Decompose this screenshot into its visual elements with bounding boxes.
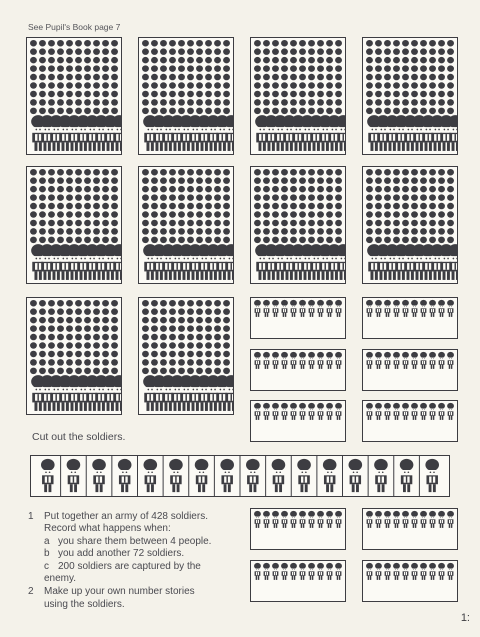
hundred-soldiers-card	[250, 37, 346, 155]
task-line: Record what happens when:	[44, 523, 171, 535]
hundred-soldiers-card	[362, 37, 458, 155]
page-reference: See Pupil's Book page 7	[28, 22, 121, 32]
task-item-c	[44, 561, 246, 573]
ten-soldiers-illustration	[363, 298, 457, 338]
task-item-a	[44, 536, 246, 548]
hundred-soldiers-illustration	[363, 167, 457, 283]
hundred-soldiers-illustration	[139, 167, 233, 283]
item-letter: b	[44, 548, 50, 560]
hundred-soldiers-card	[250, 166, 346, 284]
hundred-soldiers-card	[26, 297, 122, 415]
item-text: you add another 72 soldiers.	[58, 548, 185, 560]
ten-soldiers-card	[250, 297, 346, 339]
ten-soldiers-illustration	[363, 401, 457, 441]
task-number: 2	[28, 586, 34, 598]
hundred-soldiers-card	[26, 37, 122, 155]
task-2	[28, 586, 246, 611]
cut-out-instruction: Cut out the soldiers.	[32, 431, 126, 443]
ten-soldiers-illustration	[251, 350, 345, 390]
hundred-soldiers-card	[26, 166, 122, 284]
ten-soldiers-card	[362, 349, 458, 391]
ten-soldiers-illustration	[363, 509, 457, 549]
hundred-soldiers-illustration	[363, 38, 457, 154]
item-text: you share them between 4 people.	[58, 535, 212, 547]
hundred-soldiers-illustration	[251, 38, 345, 154]
hundred-soldiers-card	[138, 297, 234, 415]
hundred-soldiers-illustration	[27, 38, 121, 154]
hundred-soldiers-card	[138, 166, 234, 284]
hundred-soldiers-illustration	[27, 298, 121, 414]
hundred-soldiers-card	[362, 166, 458, 284]
hundred-soldiers-illustration	[139, 38, 233, 154]
hundred-soldiers-illustration	[251, 167, 345, 283]
item-letter: c	[44, 560, 49, 572]
item-letter: a	[44, 535, 50, 547]
ten-soldiers-card	[362, 560, 458, 602]
item-continuation: enemy.	[44, 573, 77, 585]
ten-soldiers-card	[250, 508, 346, 550]
ten-soldiers-illustration	[251, 509, 345, 549]
task-list	[28, 511, 246, 612]
ten-soldiers-illustration	[251, 298, 345, 338]
task-number: 1	[28, 511, 34, 522]
ten-soldiers-card	[362, 297, 458, 339]
ten-soldiers-card	[250, 349, 346, 391]
ten-soldiers-card	[250, 400, 346, 442]
ten-soldiers-illustration	[363, 561, 457, 601]
task-line: Put together an army of 428 soldiers.	[44, 511, 208, 522]
task-item-b	[44, 548, 246, 560]
task-line: using the soldiers.	[44, 598, 125, 610]
hundred-soldiers-card	[138, 37, 234, 155]
single-soldiers-strip	[30, 455, 450, 497]
page-number: 1:	[460, 612, 470, 624]
ten-soldiers-illustration	[251, 401, 345, 441]
ten-soldiers-card	[250, 560, 346, 602]
ten-soldiers-illustration	[251, 561, 345, 601]
task-1	[28, 511, 246, 585]
ten-soldiers-card	[362, 508, 458, 550]
ten-soldiers-card	[362, 400, 458, 442]
task-line: Make up your own number stories	[44, 586, 195, 598]
hundred-soldiers-illustration	[27, 167, 121, 283]
ten-soldiers-illustration	[363, 350, 457, 390]
hundred-soldiers-illustration	[139, 298, 233, 414]
single-soldiers-illustration	[31, 456, 449, 496]
item-text: 200 soldiers are captured by the	[58, 560, 201, 572]
